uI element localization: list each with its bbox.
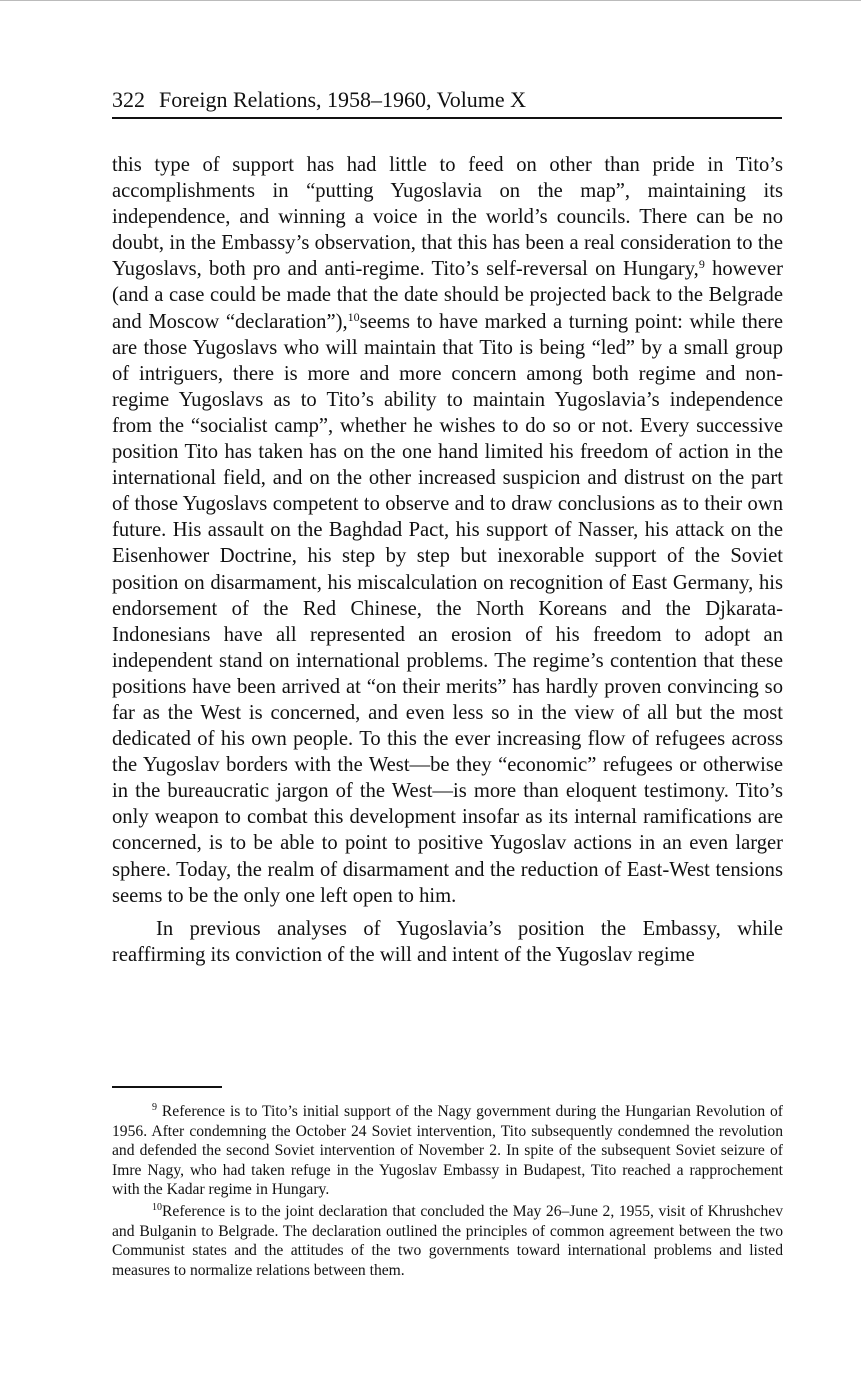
paragraph-2: In previous analyses of Yugoslavia’s position the Embassy, while reaffirming its conviction of the will and intent of the Yugoslav regime bbox=[112, 917, 783, 966]
footnotes bbox=[112, 1102, 783, 1280]
footnote-ref-9[interactable]: 9 bbox=[698, 257, 705, 272]
volume-title: Foreign Relations, 1958–1960, Volume X bbox=[159, 87, 527, 112]
footnote-10 bbox=[112, 1202, 783, 1280]
paragraph-1 bbox=[112, 152, 783, 909]
footnote-ref-10[interactable]: 10 bbox=[347, 309, 360, 324]
footnote-9 bbox=[112, 1102, 783, 1200]
footnote-separator bbox=[112, 1086, 222, 1088]
footnote-9-text: Reference is to Tito’s initial support of the Nagy government during the Hungarian Revolution of 1956. After condemning the October 24 Soviet intervention, Tito subsequently condemned the revolution and defended the second Soviet intervention of November 2. In spite of the subsequent Soviet seizure of Imre Nagy, who had taken refuge in the Yugoslav Embassy in Budapest, Tito reached a rapprochement with the Kadar regime in Hungary. bbox=[112, 1103, 783, 1199]
paragraph-1-part-a: this type of support has had little to feed on other than pride in Tito’s accomplishments in “putting Yugoslavia on the map”, maintaining its independence, and winning a voice in the world’s councils. There can be no doubt, in the Embassy’s observation, that this has been a real consideration to the Yugoslavs, both pro and anti-regime. Tito’s self-reversal on Hungary, bbox=[112, 154, 783, 281]
running-head bbox=[112, 86, 782, 119]
footnote-10-text: Reference is to the joint declaration that concluded the May 26–June 2, 1955, visit of Khrushchev and Bulganin to Belgrade. The declaration outlined the principles of common agreement between the two Communist states and the attitudes of the two governments toward international problems and listed measures to normalize relations between them. bbox=[112, 1202, 783, 1279]
footnote-9-number: 9 bbox=[152, 1102, 157, 1113]
page-number: 322 bbox=[112, 87, 145, 112]
footnote-10-number: 10 bbox=[152, 1201, 162, 1213]
main-text bbox=[112, 152, 783, 968]
top-edge-rule bbox=[0, 0, 861, 4]
paragraph-1-part-c: seems to have marked a turning point: while there are those Yugoslavs who will maintain that Tito is being “led” by a small group of intriguers, there is more and more concern among both regime and non-regime Yugoslavs as to Tito’s ability to maintain Yugoslavia’s independence from the “socialist camp”, whether he wishes to do so or not. Every successive position Tito has taken has on the one hand limited his freedom of action in the international field, and on the other increased suspicion and distrust on the part of those Yugoslavs competent to observe and to draw conclusions as to their own future. His assault on the Baghdad Pact, his support of Nasser, his attack on the Eisenhower Doctrine, his step by step but inexorable support of the Soviet position on disarmament, his miscalculation on recognition of East Germany, his endorsement of the Red Chinese, the North Koreans and the Djkarata-Indonesians have all represented an erosion of his freedom to adopt an independent stand on international problems. The regime’s contention that these positions have been arrived at “on their merits” has hardly proven convincing so far as the West is concerned, and even less so in the view of all but the most dedicated of his own people. To this the ever increasing flow of refugees across the Yugoslav borders with the West—be they “economic” refugees or otherwise in the bureaucratic jargon of the West—is more than eloquent testimony. Tito’s only weapon to combat this development insofar as its internal ramifications are concerned, is to be able to point to positive Yugoslav actions in an even larger sphere. Today, the realm of disarmament and the reduction of East-West tensions seems to be the only one left open to him. bbox=[112, 310, 783, 907]
paragraph-1-part-b: however (and a case could be made that the date should be projected back to the Belgrade and Moscow “declaration”), bbox=[112, 258, 783, 333]
